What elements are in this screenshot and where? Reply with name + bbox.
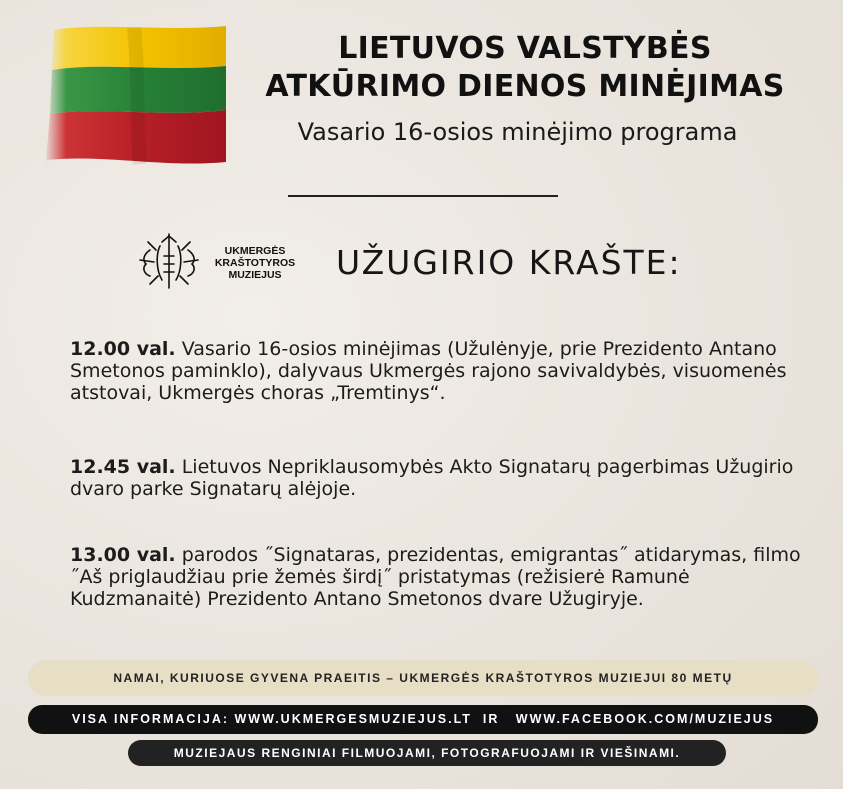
title-line-2: ATKŪRIMO DIENOS MINĖJIMAS <box>265 69 785 104</box>
logo-line-2: KRAŠTOTYROS <box>214 257 296 269</box>
logo-line-1: UKMERGĖS <box>224 245 286 257</box>
page-subtitle: Vasario 16-osios minėjimo programa <box>297 118 738 146</box>
page-title <box>245 30 805 106</box>
anniversary-banner: NAMAI, KURIUOSE GYVENA PRAEITIS – UKMERGĖS KRAŠTOTYROS MUZIEJUI 80 METŲ <box>28 660 818 696</box>
title-line-1: LIETUVOS VALSTYBĖS <box>338 31 712 66</box>
event-description: Lietuvos Nepriklausomybės Akto Signatarų pagerbimas Užugirio dvaro parke Signatarų alėjoje. <box>70 456 794 500</box>
event-time: 12.00 val. <box>70 338 176 360</box>
museum-logo-text <box>205 245 305 281</box>
event-description: Vasario 16-osios minėjimas (Užulėnyje, prie Prezidento Antano Smetonos paminklo), dalyvaus Ukmergės rajono savivaldybės, visuomenės atstovai, Ukmergės choras „Tremtinys“. <box>70 338 787 404</box>
info-links-banner: VISA INFORMACIJA: WWW.UKMERGESMUZIEJUS.LT IR WWW.FACEBOOK.COM/MUZIEJUS <box>28 705 818 734</box>
event-time: 12.45 val. <box>70 456 176 478</box>
region-heading: UŽUGIRIO KRAŠTE: <box>336 243 682 282</box>
event-item <box>70 456 810 500</box>
event-description: parodos ˝Signataras, prezidentas, emigrantas˝ atidarymas, filmo ˝Aš priglaudžiau prie žemės širdį˝ pristatymas (režisierė Ramunė Kudzmanaitė) Prezidento Antano Smetonos dvare Užugiryje. <box>70 544 801 610</box>
logo-line-3: MUZIEJUS <box>228 269 282 281</box>
recording-notice: MUZIEJAUS RENGINIAI FILMUOJAMI, FOTOGRAFUOJAMI IR VIEŠINAMI. <box>128 740 726 766</box>
event-time: 13.00 val. <box>70 544 176 566</box>
museum-emblem-icon <box>136 230 202 292</box>
divider <box>288 195 558 197</box>
event-item <box>70 544 810 610</box>
event-item <box>70 338 810 404</box>
lithuanian-flag-icon <box>44 22 229 167</box>
